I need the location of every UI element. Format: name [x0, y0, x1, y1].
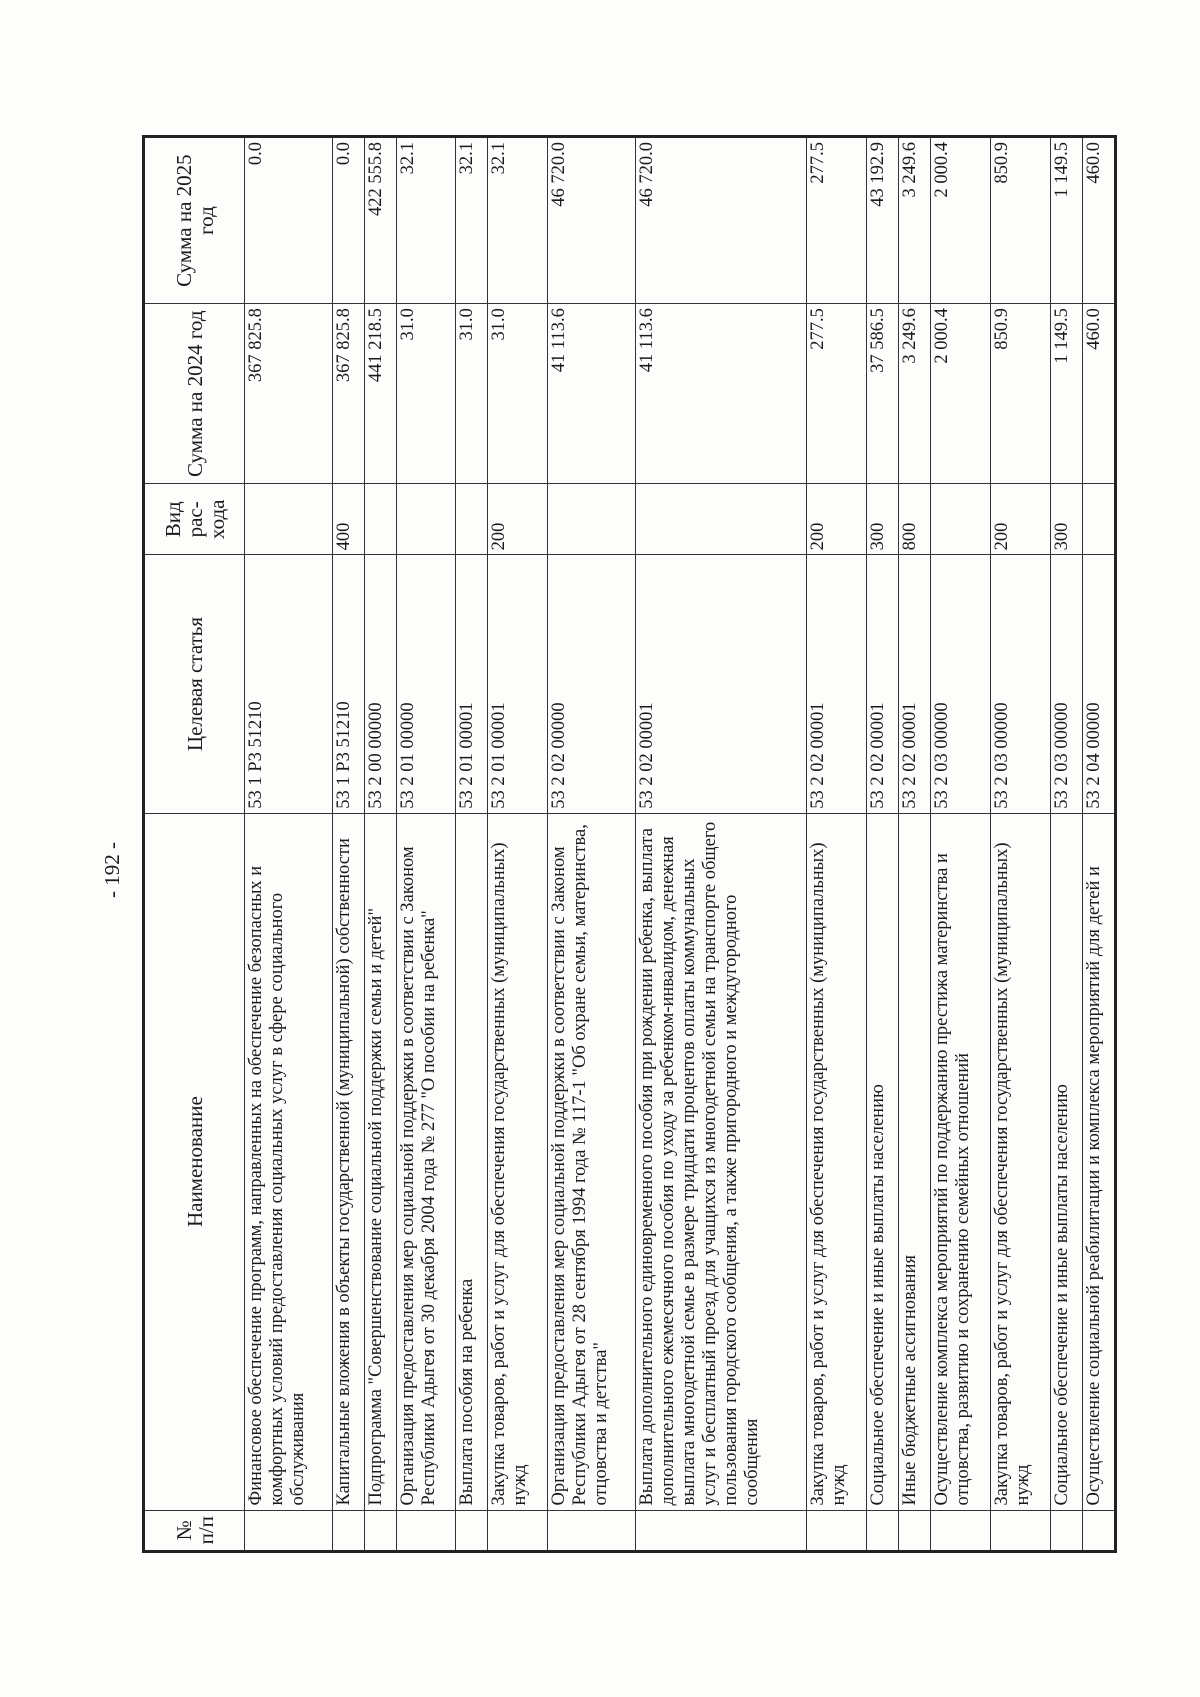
row-name: Подпрограмма "Совершенствование социальной поддержки семьи и детей" — [364, 813, 396, 1510]
budget-table-container — [142, 135, 1117, 1553]
row-number — [488, 1510, 548, 1551]
row-name: Капитальные вложения в объекты государственной (муниципальной) собственности — [332, 813, 364, 1510]
row-expense-type — [364, 484, 396, 555]
row-sum-2025: 277.5 — [807, 137, 867, 304]
row-expense-type — [245, 484, 333, 555]
row-expense-type — [396, 484, 456, 555]
row-sum-2024: 41 113.6 — [548, 304, 636, 484]
row-number — [807, 1510, 867, 1551]
row-sum-2024: 367 825.8 — [245, 304, 333, 484]
row-name: Организация предоставления мер социальной поддержки в соответствии с Законом Республики Адыгея от 28 сентября 1994 года № 117-1 "Об охране семьи, материнства, отцовства и детства" — [548, 813, 636, 1510]
row-sum-2024: 31.0 — [488, 304, 548, 484]
row-name: Закупка товаров, работ и услуг для обеспечения государственных (муниципальных) нужд — [488, 813, 548, 1510]
row-number — [899, 1510, 931, 1551]
row-expense-type — [456, 484, 488, 555]
row-number — [396, 1510, 456, 1551]
table-row — [899, 137, 931, 1552]
row-target-article: 53 2 03 00000 — [990, 555, 1050, 813]
row-sum-2024: 460.0 — [1082, 304, 1115, 484]
row-number — [364, 1510, 396, 1551]
row-expense-type — [1082, 484, 1115, 555]
row-sum-2024: 1 149.5 — [1050, 304, 1082, 484]
page-number: - 192 - — [99, 842, 124, 898]
row-sum-2024: 850.9 — [990, 304, 1050, 484]
row-expense-type: 300 — [867, 484, 899, 555]
row-expense-type — [931, 484, 991, 555]
row-target-article: 53 2 01 00001 — [456, 555, 488, 813]
row-number — [1050, 1510, 1082, 1551]
row-target-article: 53 2 02 00001 — [807, 555, 867, 813]
row-name: Иные бюджетные ассигнования — [899, 813, 931, 1510]
row-sum-2025: 0.0 — [332, 137, 364, 304]
table-row — [548, 137, 636, 1552]
header-expense-type: Вид рас-хода — [144, 484, 245, 555]
row-sum-2025: 422 555.8 — [364, 137, 396, 304]
row-sum-2025: 0.0 — [245, 137, 333, 304]
row-sum-2025: 2 000.4 — [931, 137, 991, 304]
row-target-article: 53 1 Р3 51210 — [332, 555, 364, 813]
row-target-article: 53 2 04 00000 — [1082, 555, 1115, 813]
table-row — [332, 137, 364, 1552]
header-sum-2024: Сумма на 2024 год — [144, 304, 245, 484]
row-sum-2025: 46 720.0 — [548, 137, 636, 304]
header-target-article: Целевая статья — [144, 555, 245, 813]
row-expense-type: 400 — [332, 484, 364, 555]
row-target-article: 53 2 00 00000 — [364, 555, 396, 813]
header-sum-2025: Сумма на 2025 год — [144, 137, 245, 304]
table-row — [931, 137, 991, 1552]
row-number — [867, 1510, 899, 1551]
row-sum-2024: 41 113.6 — [635, 304, 807, 484]
row-name: Осуществление социальной реабилитации и комплекса мероприятий для детей и — [1082, 813, 1115, 1510]
table-row — [635, 137, 807, 1552]
row-number — [456, 1510, 488, 1551]
row-sum-2024: 31.0 — [456, 304, 488, 484]
row-target-article: 53 2 02 00000 — [548, 555, 636, 813]
row-expense-type — [548, 484, 636, 555]
row-target-article: 53 2 03 00000 — [931, 555, 991, 813]
row-name: Организация предоставления мер социальной поддержки в соответствии с Законом Республики Адыгея от 30 декабря 2004 года № 277 "О пособии на ребенка" — [396, 813, 456, 1510]
row-target-article: 53 2 01 00001 — [488, 555, 548, 813]
row-sum-2025: 1 149.5 — [1050, 137, 1082, 304]
row-sum-2024: 367 825.8 — [332, 304, 364, 484]
table-row — [1082, 137, 1115, 1552]
row-name: Выплата пособия на ребенка — [456, 813, 488, 1510]
row-sum-2025: 43 192.9 — [867, 137, 899, 304]
table-row — [396, 137, 456, 1552]
row-target-article: 53 2 01 00000 — [396, 555, 456, 813]
row-sum-2024: 2 000.4 — [931, 304, 991, 484]
row-name: Закупка товаров, работ и услуг для обеспечения государственных (муниципальных) нужд — [990, 813, 1050, 1510]
table-row — [488, 137, 548, 1552]
header-number: № п/п — [144, 1510, 245, 1551]
row-sum-2024: 441 218.5 — [364, 304, 396, 484]
row-sum-2025: 46 720.0 — [635, 137, 807, 304]
row-expense-type — [635, 484, 807, 555]
row-name: Выплата дополнительного единовременного пособия при рождении ребенка, выплата дополнительного ежемесячного пособия по уходу за ребенком-инвалидом, денежная выплата многодетной семье в размере тридцати процентов оплаты коммунальных услуг и бесплатный проезд для учащихся из многодетной семьи на транспорте общего пользования городского сообщения, а также пригородного и междугородного сообщения — [635, 813, 807, 1510]
table-row — [364, 137, 396, 1552]
row-number — [635, 1510, 807, 1551]
row-expense-type: 800 — [899, 484, 931, 555]
row-target-article: 53 2 02 00001 — [635, 555, 807, 813]
table-row — [456, 137, 488, 1552]
row-sum-2025: 3 249.6 — [899, 137, 931, 304]
row-sum-2025: 850.9 — [990, 137, 1050, 304]
row-number — [1082, 1510, 1115, 1551]
table-header-row — [144, 137, 245, 1552]
table-row — [807, 137, 867, 1552]
row-expense-type: 300 — [1050, 484, 1082, 555]
row-sum-2024: 37 586.5 — [867, 304, 899, 484]
row-number — [931, 1510, 991, 1551]
row-expense-type: 200 — [807, 484, 867, 555]
row-number — [332, 1510, 364, 1551]
header-name: Наименование — [144, 813, 245, 1510]
budget-table — [142, 135, 1117, 1553]
row-expense-type: 200 — [488, 484, 548, 555]
table-row — [1050, 137, 1082, 1552]
row-name: Социальное обеспечение и иные выплаты населению — [867, 813, 899, 1510]
row-name: Финансовое обеспечение программ, направленных на обеспечение безопасных и комфортных условий предоставления социальных услуг в сфере социального обслуживания — [245, 813, 333, 1510]
row-sum-2024: 277.5 — [807, 304, 867, 484]
row-name: Закупка товаров, работ и услуг для обеспечения государственных (муниципальных) нужд — [807, 813, 867, 1510]
table-row — [245, 137, 333, 1552]
row-sum-2025: 460.0 — [1082, 137, 1115, 304]
table-row — [867, 137, 899, 1552]
row-target-article: 53 2 02 00001 — [899, 555, 931, 813]
row-sum-2025: 32.1 — [396, 137, 456, 304]
row-target-article: 53 2 02 00001 — [867, 555, 899, 813]
row-sum-2024: 31.0 — [396, 304, 456, 484]
row-sum-2024: 3 249.6 — [899, 304, 931, 484]
row-number — [245, 1510, 333, 1551]
row-number — [548, 1510, 636, 1551]
row-target-article: 53 1 Р3 51210 — [245, 555, 333, 813]
row-sum-2025: 32.1 — [488, 137, 548, 304]
table-row — [990, 137, 1050, 1552]
row-name: Социальное обеспечение и иные выплаты населению — [1050, 813, 1082, 1510]
row-name: Осуществление комплекса мероприятий по поддержанию престижа материнства и отцовства, развитию и сохранению семейных отношений — [931, 813, 991, 1510]
row-number — [990, 1510, 1050, 1551]
row-target-article: 53 2 03 00000 — [1050, 555, 1082, 813]
row-sum-2025: 32.1 — [456, 137, 488, 304]
row-expense-type: 200 — [990, 484, 1050, 555]
